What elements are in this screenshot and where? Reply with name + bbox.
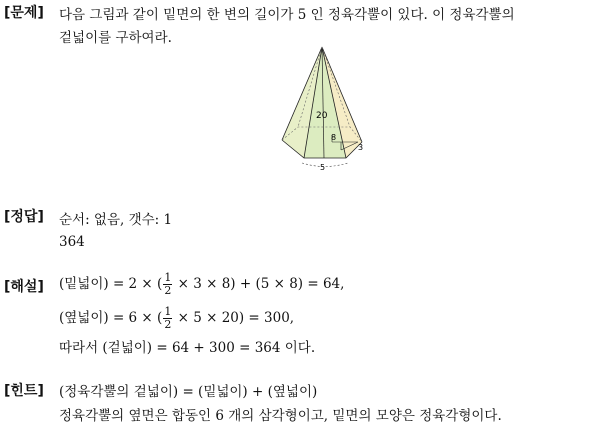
- hint-line1: (정육각뿔의 겉넓이) = (밑넓이) + (옆넓이): [59, 384, 318, 400]
- explanation-line1-end: × 3 × 8) + (5 × 8) = 64,: [173, 276, 345, 292]
- explanation-tag: [해설]: [4, 279, 44, 295]
- fraction-one-half: [163, 272, 172, 297]
- explanation-line2-start: (옆넓이) = 6 × (: [59, 310, 163, 326]
- fraction-numerator: 1: [164, 305, 172, 318]
- hint-line2: 정육각뿔의 옆면은 합동인 6 개의 삼각형이고, 밑면의 모양은 정육각형이다.: [59, 408, 502, 424]
- answer-tag: [정답]: [4, 209, 44, 225]
- fraction-denominator: 2: [164, 284, 172, 297]
- answer-value: 364: [59, 234, 85, 250]
- base-edge-label: 5: [320, 163, 326, 172]
- height-label: 8: [331, 133, 337, 142]
- apothem-label: 3: [358, 143, 364, 152]
- answer-meta: 순서: 없음, 갯수: 1: [59, 212, 173, 228]
- explanation-line1-start: (밑넓이) = 2 × (: [59, 276, 163, 292]
- slant-height-label: 20: [316, 111, 328, 121]
- fraction-numerator: 1: [164, 271, 172, 284]
- explanation-line1: [59, 272, 344, 297]
- problem-tag: [문제]: [4, 5, 44, 21]
- hexagonal-pyramid-figure: [270, 42, 380, 172]
- fraction-denominator: 2: [164, 318, 172, 331]
- explanation-line2-end: × 5 × 20) = 300,: [173, 310, 295, 326]
- explanation-line2: [59, 306, 294, 331]
- fraction-one-half: [163, 306, 172, 331]
- problem-text-line1: 다음 그림과 같이 밑면의 한 변의 길이가 5 인 정육각뿔이 있다. 이 정육각뿔의: [59, 7, 515, 23]
- hint-tag: [힌트]: [4, 383, 44, 399]
- problem-text-line2: 겉넓이를 구하여라.: [59, 30, 172, 46]
- explanation-line3: 따라서 (겉넓이) = 64 + 300 = 364 이다.: [59, 340, 316, 356]
